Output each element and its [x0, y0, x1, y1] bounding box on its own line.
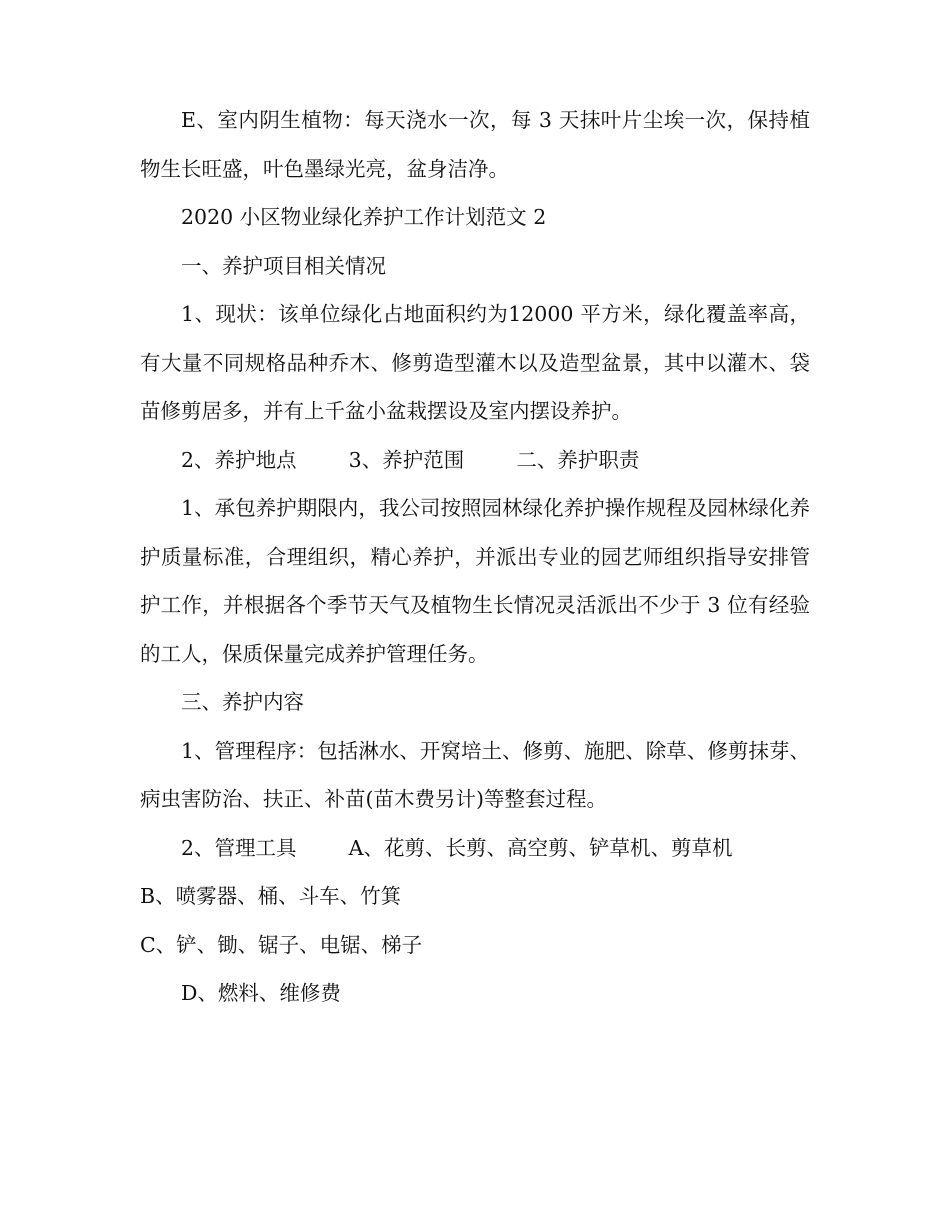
paragraph-tools-b: B、喷雾器、桶、斗车、竹箕	[140, 884, 402, 908]
heading-maintenance-content: 三、养护内容	[181, 690, 304, 714]
paragraph-indoor-plants: E、室内阴生植物：每天浇水一次，每 3 天抹叶片尘埃一次，保持植物生长旺盛，叶色墨绿光亮，盆身洁净。	[140, 108, 810, 181]
paragraph-location-scope-duty: 2、养护地点 3、养护范围 二、养护职责	[181, 447, 640, 472]
paragraph-tools-d: D、燃料、维修费	[181, 981, 341, 1005]
paragraph-tools-c: C、铲、锄、锯子、电锯、梯子	[140, 932, 423, 957]
paragraph-management-procedure: 1、管理程序：包括淋水、开窝培土、修剪、施肥、除草、修剪抹芽、病虫害防治、扶正、补苗(苗木费另计)等整套过程。	[140, 738, 810, 811]
document-body	[140, 96, 810, 1018]
paragraph-management-tools: 2、管理工具 A、花剪、长剪、高空剪、铲草机、剪草机	[181, 835, 733, 860]
section-title: 2020 小区物业绿化养护工作计划范文 2	[181, 205, 547, 229]
heading-project-overview: 一、养护项目相关情况	[181, 253, 386, 278]
paragraph-contract-duties: 1、承包养护期限内，我公司按照园林绿化养护操作规程及园林绿化养护质量标准，合理组织，精心养护，并派出专业的园艺师组织指导安排管护工作，并根据各个季节天气及植物生长情况灵活派出不少于 3 位有经验的工人，保质保量完成养护管理任务。	[140, 496, 810, 666]
paragraph-current-status: 1、现状：该单位绿化占地面积约为12000 平方米，绿化覆盖率高，有大量不同规格品种乔木、修剪造型灌木以及造型盆景，其中以灌木、袋苗修剪居多，并有上千盆小盆栽摆设及室内摆设养护。	[140, 302, 810, 423]
